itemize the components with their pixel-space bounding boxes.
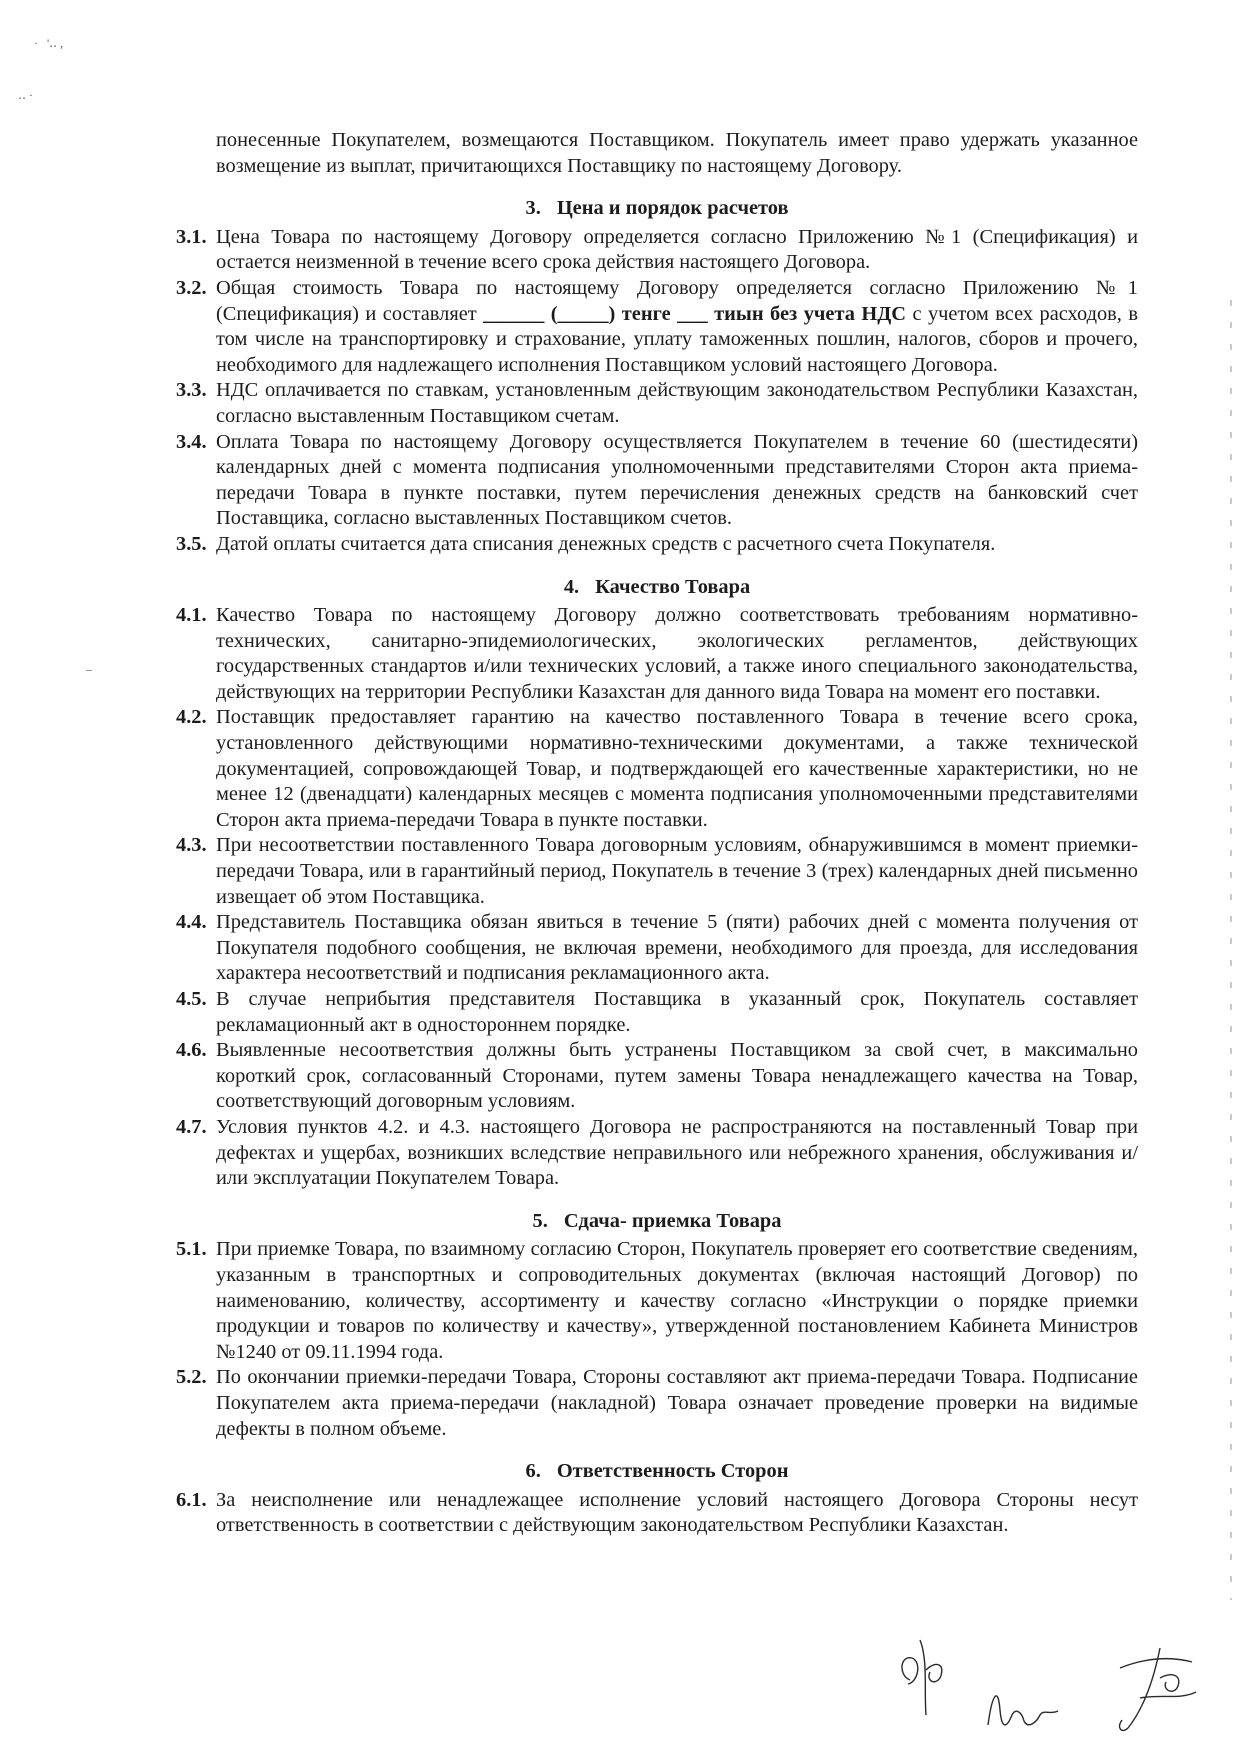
clause-5-1 [176,1237,1138,1365]
signature-3-icon [1100,1628,1210,1738]
clause-number: 3.3. [176,379,207,402]
scan-artifact: · '‥ , [34,36,64,50]
section-heading: Цена и порядок расчетов [556,197,789,220]
section-heading: Качество Товара [595,575,751,598]
section-5 [176,1209,1138,1442]
clause-3-3 [176,378,1138,429]
clause-number: 3.5. [176,532,207,555]
section-title [176,1209,1138,1235]
clause-number: 4.1. [176,604,207,627]
intro-paragraph: понесенные Покупателем, возмещаются Поставщиком. Покупатель имеет право удержать указанное возмещение из выплат, причитающихся Поставщику по настоящему Договору. [216,129,1138,177]
clause-5-2 [176,1365,1138,1442]
section-title [176,1459,1138,1485]
clause-text: По окончании приемки-передачи Товара, Стороны составляют акт приема-передачи Товара. Подписание Покупателем акта приема-передачи (накладной) Товара означает проведение проверки на видимые дефекты в полном объеме. [216,1366,1138,1440]
section-number: 3. [525,197,541,220]
clause-text: При приемке Товара, по взаимному согласию Сторон, Покупатель проверяет его соответствие сведениям, указанным в транспортных и сопроводительных документах (включая настоящий Договор) по наименованию, количеству, ассортименту и качеству согласно «Инструкции о порядке приемки продукции и товаров по количеству и качеству», утвержденной постановлением Кабинета Министров №1240 от 09.11.1994 года. [216,1238,1138,1363]
clause-number: 6.1. [176,1488,207,1511]
clause-text: Условия пунктов 4.2. и 4.3. настоящего Договора не распространяются на поставленный Товар при дефектах и ущербах, возникших вследствие неправильного или небрежного хранения, обслуживания и/или эксплуатации Покупателем Товара. [216,1115,1138,1190]
clause-4-7 [176,1115,1138,1192]
clause-text: Выявленные несоответствия должны быть устранены Поставщиком за свой счет, в максимально короткий срок, согласованный Сторонами, путем замены Товара ненадлежащего качества на Товар, соответствующий договорным условиям. [216,1039,1138,1113]
clause-text: Датой оплаты считается дата списания денежных средств с расчетного счета Покупателя. [216,532,996,555]
section-number: 5. [532,1209,548,1232]
clause-text: При несоответствии поставленного Товара договорным условиям, обнаружившимся в момент приемки-передачи Товара, или в гарантийный период, Покупатель в течение 3 (трех) календарных дней письменно извещает об этом Поставщика. [216,834,1138,908]
section-number: 4. [563,575,580,598]
clause-number: 4.6. [176,1039,207,1062]
clause-text: Качество Товара по настоящему Договору должно соответствовать требованиям нормативно-технических, санитарно-эпидемиологических, экологических регламентов, действующих государственных стандартов и/или технических условий, а также иного специального законодательства, действующих на территории Республики Казахстан для данного вида Товара на момент его поставки. [216,604,1138,703]
section-number: 6. [525,1460,541,1483]
clause-4-6 [176,1038,1138,1115]
section-6 [176,1459,1138,1539]
scan-artifact: ‥ · [18,88,33,102]
section-heading: Сдача- приемка Товара [563,1209,782,1232]
clause-text: Цена Товара по настоящему Договору определяется согласно Приложению №1 (Спецификация) и остается неизменной в течение всего срока действия настоящего Договора. [216,225,1138,274]
clause-number: 3.1. [176,225,207,248]
section-3 [176,196,1138,557]
section-heading: Ответственность Сторон [556,1460,789,1483]
clause-number: 4.7. [176,1115,207,1138]
clause-number: 4.3. [176,834,207,857]
clause-number: 5.2. [176,1366,207,1389]
clause-number: 4.4. [176,911,207,934]
clause-text: Представитель Поставщика обязан явиться в течение 5 (пяти) рабочих дней с момента получения от Покупателя подобного сообщения, не включая времени, необходимого для проезда, для исследования характера несоответствий и подписания рекламационного акта. [216,911,1138,985]
clause-number: 4.5. [176,988,207,1010]
clause-4-2 [176,705,1138,833]
clause-text: Оплата Товара по настоящему Договору осуществляется Покупателем в течение 60 (шестидесяти) календарных дней с момента подписания уполномоченными представителями Сторон акта приема-передачи Товара в пункте поставки, путем перечисления денежных средств на банковский счет Поставщика, согласно выставленных Поставщиком счетов. [216,430,1138,530]
document-page [176,128,1138,1539]
signature-1-icon [890,1620,960,1720]
clause-3-4 [176,430,1138,532]
clause-number: 3.4. [176,430,207,453]
section-4 [176,575,1138,1192]
price-blank: ______ (_____) тенге ___ тиын без учета НДС [483,302,906,325]
clause-4-1 [176,603,1138,705]
clause-6-1 [176,1488,1138,1539]
clause-text: Поставщик предоставляет гарантию на качество поставленного Товара в течение всего срока, установленного действующими нормативно-техническими документами, а также технической документацией, сопровождающей Товар, и подтверждающей его качественные характеристики, но не менее 12 (двенадцати) календарных месяцев с момента подписания уполномоченными представителями Сторон акта приема-передачи Товара в пункте поставки. [216,706,1138,831]
clause-number: 3.2. [176,276,207,299]
clause-4-5 [176,987,1138,1038]
clause-4-4 [176,910,1138,987]
clause-text: с учетом всех расходов, в том числе на транспортировку и страхование, уплату таможенных пошлин, налогов, сборов и прочего, необходимого для надлежащего исполнения Поставщиком условий настоящего Договора. [216,302,1138,376]
clause-number: 4.2. [176,706,207,729]
clause-text: За неисполнение или ненадлежащее исполнение условий настоящего Договора Стороны несут ответственность в соответствии с действующим законодательством Республики Казахстан. [216,1488,1138,1537]
scan-artifact: – [86,662,92,676]
clause-text: НДС оплачивается по ставкам, установленным действующим законодательством Республики Казахстан, согласно выставленным Поставщиком счетам. [216,379,1138,427]
section-title [176,196,1138,222]
section-title [176,575,1138,601]
signature-2-icon [978,1665,1068,1740]
clause-number: 5.1. [176,1238,207,1261]
scan-edge-marks [1230,300,1232,1600]
clause-4-3 [176,833,1138,910]
clause-3-1 [176,225,1138,276]
clause-text: Общая стоимость Товара по настоящему Договору определяется согласно Приложению №1 (Спецификация) и составляет [216,276,1138,325]
clause-3-2 [176,276,1138,378]
clause-text: В случае неприбытия представителя Поставщика в указанный срок, Покупатель составляет рекламационный акт в одностороннем порядке. [216,988,1138,1036]
clause-3-5 [176,532,1138,558]
